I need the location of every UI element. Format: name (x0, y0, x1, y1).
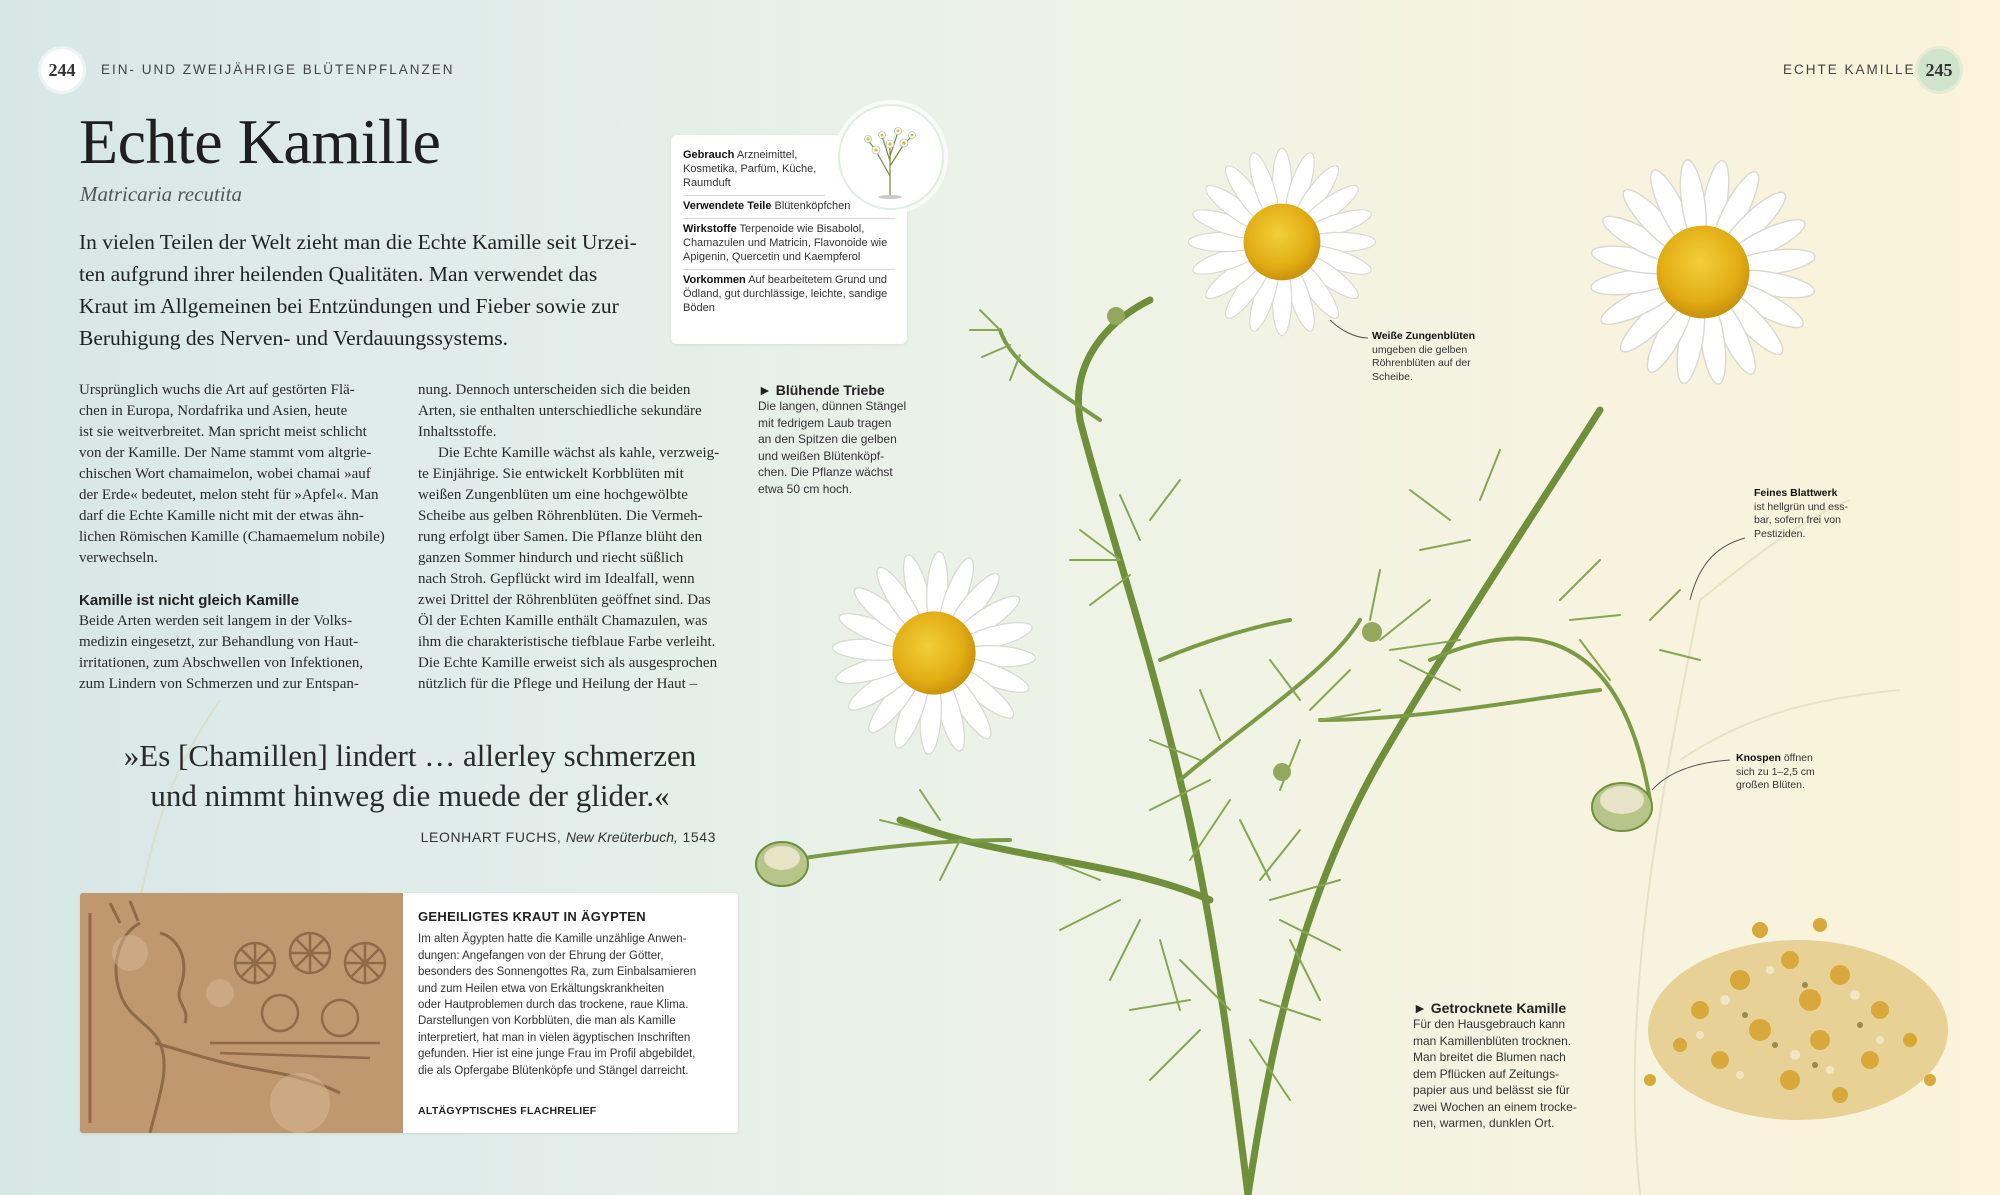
body-line: nützlich für die Pflege und Heilung der Haut – (418, 676, 698, 692)
egypt-line: Im alten Ägypten hatte die Kamille unzählige Anwen- (418, 933, 687, 946)
egypt-heading: GEHEILIGTES KRAUT IN ÄGYPTEN (418, 909, 646, 924)
body-line: nach Stroh. Gepflückt wird im Idealfall, wenn (418, 571, 695, 587)
subheading: Kamille ist nicht gleich Kamille (79, 592, 300, 609)
info-text: Auf bearbeitetem Grund und Ödland, gut durchlässige, leichte, sandige Böden (683, 274, 888, 314)
pull-quote (80, 736, 740, 816)
relief-caption: ALTÄGYPTISCHES FLACHRELIEF (418, 1105, 597, 1117)
bud (1592, 783, 1652, 831)
label-ray-florets (1372, 330, 1502, 384)
egypt-line: Darstellungen von Korbblüten, die man als Kamille (418, 1015, 676, 1028)
body-line: ist sie weitverbreitet. Man spricht meist schlicht (79, 424, 367, 440)
egypt-line: interpretiert, hat man in vielen ägyptischen Inschriften (418, 1031, 691, 1044)
egypt-line: oder Hautproblemen durch das trockene, raue Klima. (418, 999, 689, 1012)
bud (1107, 307, 1125, 325)
body-line: te Einjährige. Sie entwickelt Korbblüten mit (418, 466, 684, 482)
label-line: öffnen (1783, 752, 1813, 764)
caption-line: dem Pflücken auf Zeitungs- (1413, 1066, 1560, 1081)
egypt-line: die als Opfergabe Blütenköpfe und Stängel darreicht. (418, 1064, 689, 1077)
body-line: lichen Römischen Kamille (Chamaemelum nobile) (79, 529, 385, 545)
dried-chamomile-heap (1644, 918, 1948, 1120)
body-line: Die Echte Kamille erweist sich als ausgesprochen (418, 655, 718, 671)
body-line: der Erde« bedeutet, melon steht für »Apfel«. Man (79, 487, 379, 503)
intro-line: ten aufgrund ihrer heilenden Qualitäten. Man verwendet das (79, 262, 598, 286)
body-line: chen in Europa, Nordafrika und Asien, heute (79, 403, 348, 419)
intro-line: Kraut im Allgemeinen bei Entzündungen und Fieber sowie zur (79, 294, 619, 318)
latin-name: Matricaria recutita (80, 182, 242, 206)
caption-line: an den Spitzen die gelben (758, 432, 897, 446)
relief-picture (80, 893, 403, 1133)
bud (1362, 622, 1382, 642)
caption-line: chen. Die Pflanze wächst (758, 465, 893, 479)
info-label: Wirkstoffe (683, 223, 737, 235)
caption-line: man Kamillenblüten trocknen. (1413, 1033, 1572, 1048)
running-head-right: ECHTE KAMILLE (1783, 62, 1916, 77)
caption-line: papier aus und belässt sie für (1413, 1083, 1570, 1097)
info-label: Vorkommen (683, 274, 746, 286)
body-line: medizin eingesetzt, zur Behandlung von Haut- (79, 634, 359, 650)
label-line: sich zu 1–2,5 cm (1736, 765, 1815, 778)
body-line: von der Kamille. Der Name stammt vom altgrie- (79, 445, 372, 461)
caption-line: etwa 50 cm hoch. (758, 481, 853, 496)
quote-line: und nimmt hinweg die muede der glider.« (150, 778, 670, 813)
caption-dried-chamomile (1413, 1000, 1588, 1132)
arrow-right-icon: ► (758, 382, 772, 398)
label-line: Röhrenblüten auf der (1372, 357, 1471, 369)
bud (756, 842, 808, 886)
caption-line: Die langen, dünnen Stängel (758, 399, 907, 413)
body-line: ganzen Sommer hindurch und riecht süßlich (418, 550, 684, 566)
label-line: bar, sofern frei von (1754, 514, 1841, 526)
info-text: Blütenköpfchen (774, 200, 851, 212)
label-line: umgeben die gelben (1372, 343, 1468, 356)
caption-line: Für den Hausgebrauch kann (1413, 1017, 1566, 1031)
quote-year: 1543 (682, 829, 716, 845)
body-line: Scheibe aus gelben Röhrenblüten. Die Vermeh- (418, 508, 703, 524)
running-head-left: EIN- UND ZWEIJÄHRIGE BLÜTENPFLANZEN (101, 62, 455, 77)
page-title: Echte Kamille (79, 106, 441, 177)
quote-line: »Es [Chamillen] lindert … allerley schmerzen (123, 738, 697, 773)
caption-line: nen, warmen, dunklen Ort. (1413, 1116, 1555, 1130)
page-number-left: 244 (41, 49, 83, 91)
egypt-sidebar-box (80, 893, 738, 1133)
caption-title: Getrocknete Kamille (1430, 1000, 1567, 1016)
caption-line: und weißen Blütenköpf- (758, 448, 885, 463)
page-number-right: 245 (1918, 49, 1960, 91)
info-label: Verwendete Teile (683, 200, 772, 212)
body-line: nung. Dennoch unterscheiden sich die beiden (418, 382, 691, 398)
egypt-line: gefunden. Hier ist eine junge Frau im Profil abgebildet, (418, 1048, 696, 1061)
body-line: zum Lindern von Schmerzen und zur Entspan- (79, 676, 359, 692)
label-line: Scheibe. (1372, 370, 1413, 383)
body-line: zwei Drittel der Röhrenblüten geöffnet sind. Das (418, 592, 711, 608)
body-line: Arten, sie enthalten unterschiedliche sekundäre (418, 403, 702, 419)
body-line: Öl der Echten Kamille enthält Chamazulen, was (418, 613, 708, 629)
intro-line: Beruhigung des Nerven- und Verdauungssystems. (79, 326, 508, 350)
caption-line: Man breitet die Blumen nach (1413, 1050, 1566, 1064)
body-line: Beide Arten werden seit langem in der Volks- (79, 613, 353, 629)
info-label: Gebrauch (683, 149, 735, 161)
label-title: Weiße Zungenblüten (1372, 330, 1476, 342)
egyptian-relief-image (80, 893, 403, 1133)
flower-head (1188, 148, 1375, 335)
quote-source (300, 829, 716, 845)
info-text: Arzneimittel, Kosmetika, Parfüm, Küche, Raumduft (683, 149, 817, 189)
body-line: darf die Echte Kamille nicht mit der etwas ähn- (79, 508, 364, 524)
body-line: Ursprünglich wuchs die Art auf gestörten Flä- (79, 382, 355, 398)
label-line: ist hellgrün und ess- (1754, 500, 1848, 513)
quote-work: New Kreüterbuch, (565, 829, 678, 845)
body-line: Inhaltsstoffe. (418, 424, 497, 440)
label-title: Feines Blattwerk (1754, 487, 1838, 499)
intro-line: In vielen Teilen der Welt zieht man die Echte Kamille seit Urzei- (79, 230, 637, 254)
egypt-text (418, 909, 718, 1079)
info-text: Terpenoide wie Bisabolol, Chamazulen und Matricin, Flavonoide wie Apigenin, Quercetin und Kaempferol (683, 223, 888, 263)
label-buds (1736, 752, 1856, 793)
body-line: weißen Zungenblüten um eine hochgewölbte (418, 487, 688, 503)
caption-line: mit fedrigem Laub tragen (758, 415, 892, 430)
label-foliage (1754, 487, 1874, 541)
body-line: Die Echte Kamille wächst als kahle, verzweig- (438, 445, 720, 461)
body-line: chischen Wort chamaimelon, wobei chamai »auf (79, 466, 371, 482)
body-line: irritationen, zum Abschwellen von Infektionen, (79, 655, 364, 671)
caption-line: zwei Wochen an einem trocke- (1413, 1099, 1577, 1114)
label-line: Pestiziden. (1754, 527, 1806, 540)
body-line: verwechseln. (79, 550, 158, 566)
arrow-right-icon: ► (1413, 1000, 1427, 1016)
flower-head (1572, 141, 1834, 403)
label-line: großen Blüten. (1736, 779, 1805, 791)
quote-author: LEONHART FUCHS, (420, 829, 562, 845)
egypt-line: und zum Heilen etwa von Erkältungskrankheiten (418, 982, 665, 995)
flower-head (810, 529, 1058, 777)
body-line: ihm die charakteristische tiefblaue Farbe verleiht. (418, 634, 716, 650)
body-line: rung erfolgt über Samen. Die Pflanze blüht den (418, 529, 703, 545)
egypt-line: dungen: Angefangen von der Ehrung der Götter, (418, 949, 664, 962)
egypt-line: besonders des Sonnengottes Ra, zum Einbalsamieren (418, 966, 697, 979)
caption-title: Blühende Triebe (775, 382, 885, 398)
label-title: Knospen (1736, 752, 1781, 764)
bud (1273, 763, 1291, 781)
